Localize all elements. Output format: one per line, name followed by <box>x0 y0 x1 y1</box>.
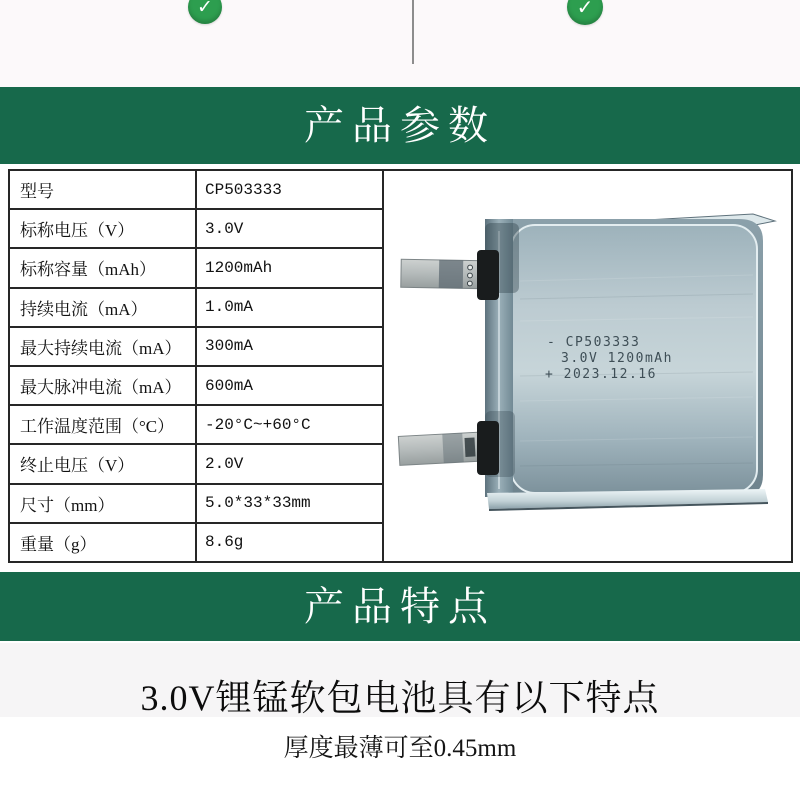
check-circle-icon <box>567 0 603 25</box>
spec-value: 1200mAh <box>196 248 383 287</box>
battery-date-print: + 2023.12.16 <box>545 367 657 382</box>
battery-photo-cell <box>383 170 792 562</box>
spec-label: 尺寸（mm） <box>9 484 196 523</box>
spec-label: 工作温度范围（°C） <box>9 405 196 444</box>
top-strip <box>0 0 800 87</box>
spec-value: 600mA <box>196 366 383 405</box>
battery-product-image <box>385 171 790 561</box>
spec-label: 标称电压（V） <box>9 209 196 248</box>
battery-rating-print: 3.0V 1200mAh <box>561 351 673 366</box>
battery-tab-bottom <box>398 432 483 465</box>
features-banner <box>0 572 800 641</box>
spec-value: CP503333 <box>196 170 383 209</box>
spec-label: 最大脉冲电流（mA） <box>9 366 196 405</box>
spec-label: 持续电流（mA） <box>9 288 196 327</box>
battery-tab-top <box>401 259 483 288</box>
spec-value: -20°C~+60°C <box>196 405 383 444</box>
spec-value: 8.6g <box>196 523 383 562</box>
check-icon: ✓ <box>576 0 594 19</box>
spec-label: 标称容量（mAh） <box>9 248 196 287</box>
spec-value: 5.0*33*33mm <box>196 484 383 523</box>
spec-label: 终止电压（V） <box>9 444 196 483</box>
feature-subline: 厚度最薄可至0.45mm <box>283 735 517 762</box>
features-banner-title: 产品特点 <box>304 584 496 629</box>
spec-label: 型号 <box>9 170 196 209</box>
battery-tab-seal-bottom <box>477 421 499 475</box>
params-banner-title: 产品参数 <box>304 103 496 148</box>
params-banner <box>0 87 800 164</box>
spec-value: 2.0V <box>196 444 383 483</box>
spec-value: 300mA <box>196 327 383 366</box>
section-divider-line <box>412 0 414 64</box>
battery-tab-seal-top <box>477 250 499 300</box>
spec-value: 1.0mA <box>196 288 383 327</box>
feature-headline: 3.0V锂锰软包电池具有以下特点 <box>140 678 660 718</box>
battery-model-print: - CP503333 <box>547 335 641 350</box>
table-row <box>9 170 792 209</box>
spec-label: 重量（g） <box>9 523 196 562</box>
check-circle-icon <box>188 0 222 24</box>
spec-value: 3.0V <box>196 209 383 248</box>
check-icon: ✓ <box>197 0 213 18</box>
spec-table <box>8 169 793 563</box>
spec-label: 最大持续电流（mA） <box>9 327 196 366</box>
